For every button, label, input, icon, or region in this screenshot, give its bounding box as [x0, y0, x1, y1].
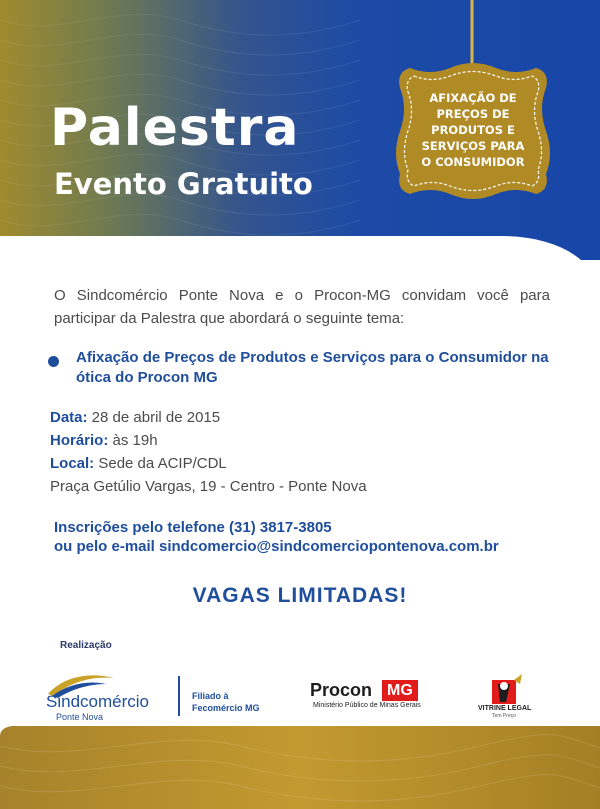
date-value: 28 de abril de 2015 [87, 409, 221, 426]
address: Praça Getúlio Vargas, 19 - Centro - Ponte Nova [50, 478, 367, 495]
sindcomercio-city: Ponte Nova [56, 712, 104, 722]
event-details [50, 406, 367, 498]
page-title: Palestra [50, 98, 300, 158]
time-row [50, 429, 367, 452]
topic-title: Afixação de Preços de Produtos e Serviços para o Consumidor na ótica do Procon MG [76, 349, 549, 386]
tag-line: O CONSUMIDOR [421, 155, 525, 169]
sindcomercio-name: Sindcomércio [46, 692, 149, 711]
time-value: às 19h [108, 432, 158, 449]
logo-divider [178, 676, 180, 716]
phone-line: Inscrições pelo telefone (31) 3817-3805 [54, 519, 332, 536]
tag-line: PRODUTOS E [431, 123, 515, 137]
tag-line: SERVIÇOS PARA [421, 139, 525, 153]
place-value: Sede da ACIP/CDL [94, 455, 227, 472]
procon-tagline: Ministério Público de Minas Gerais [313, 702, 421, 709]
affiliation-text [192, 690, 260, 714]
vitrine-legal-name: VITRINE LEGAL [478, 705, 532, 712]
procon-logo [310, 680, 460, 716]
email-link[interactable]: ou pelo e-mail sindcomercio@sindcomerciopontenova.com.br [54, 538, 499, 555]
procon-mg-badge: MG [382, 680, 418, 701]
affiliation-line: Filiado à [192, 691, 229, 701]
time-label: Horário: [50, 432, 109, 449]
footer-band [0, 726, 600, 809]
page-subtitle: Evento Gratuito [54, 167, 313, 201]
limited-seats-notice: VAGAS LIMITADAS! [192, 584, 408, 607]
bullet-icon [48, 356, 59, 367]
sindcomercio-logo [42, 672, 172, 724]
vitrine-legal-subtitle: Tem Preço [492, 713, 516, 719]
place-label: Local: [50, 455, 95, 472]
place-row [50, 452, 367, 475]
date-label: Data: [50, 409, 88, 426]
contact-info [54, 518, 499, 556]
tag-line: PREÇOS DE [436, 107, 510, 121]
tag-line: AFIXAÇÃO DE [429, 91, 517, 105]
affiliation-line: Fecomércio MG [192, 703, 260, 713]
procon-word: Procon [310, 680, 373, 700]
organizers-label: Realização [60, 640, 112, 651]
tag-text [404, 90, 542, 170]
intro-paragraph: O Sindcomércio Ponte Nova e o Procon-MG convidam você para participar da Palestra que abordará o seguinte tema: [54, 287, 550, 327]
date-row [50, 406, 367, 429]
